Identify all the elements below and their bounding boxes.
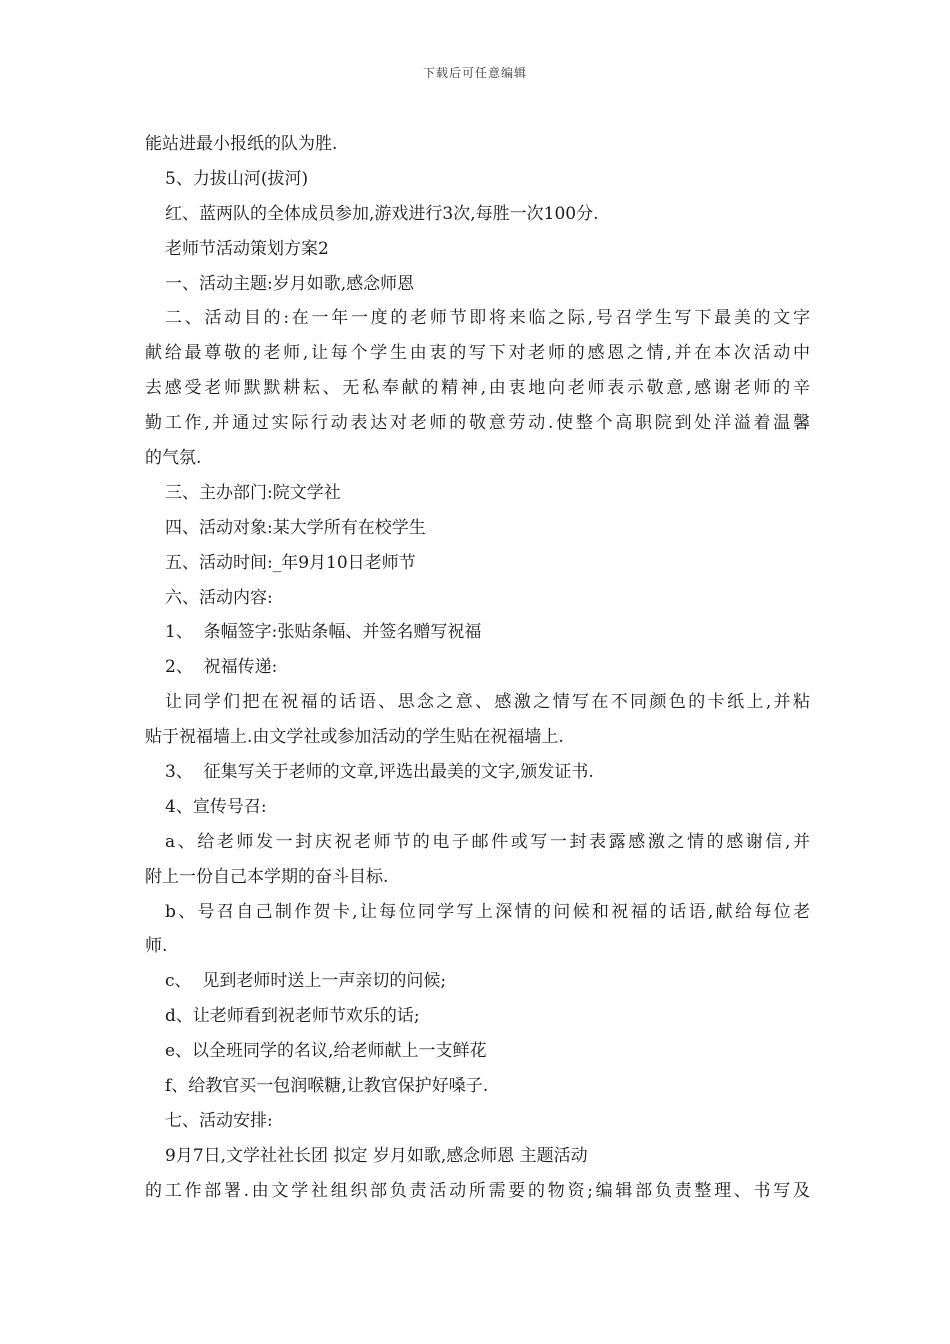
text-line: 能站进最小报纸的队为胜. xyxy=(145,134,338,154)
text-line: 去感受老师默默耕耘、无私奉献的精神,由衷地向老师表示敬意,感谢老师的辛 xyxy=(145,378,810,399)
text-line: 献给最尊敬的老师,让每个学生由衷的写下对老师的感恩之情,并在本次活动中 xyxy=(145,343,810,364)
text-line: 五、活动时间:_年9月10日老师节 xyxy=(165,552,416,573)
text-line: 让同学们把在祝福的话语、思念之意、感激之情写在不同颜色的卡纸上,并粘 xyxy=(165,692,810,713)
text-line: 2、 祝福传递: xyxy=(165,657,278,678)
text-line: e、以全班同学的名议,给老师献上一支鲜花 xyxy=(165,1041,487,1062)
text-line: 的气氛. xyxy=(145,448,202,469)
text-line: 1、 条幅签字:张贴条幅、并签名赠写祝福 xyxy=(165,622,482,643)
text-line: 师. xyxy=(145,936,168,957)
text-line: 3、 征集写关于老师的文章,评选出最美的文字,颁发证书. xyxy=(165,762,594,783)
page-header: 下载后可任意编辑 xyxy=(422,66,527,80)
text-line: 9月7日,文学社社长团 拟定 岁月如歌,感念师恩 主题活动 xyxy=(165,1145,588,1166)
text-line: 5、力拔山河(拔河) xyxy=(165,168,309,189)
text-line: b、号召自己制作贺卡,让每位同学写上深情的问候和祝福的话语,献给每位老 xyxy=(165,901,810,922)
text-line: 附上一份自己本学期的奋斗目标. xyxy=(145,866,389,887)
text-line: 四、活动对象:某大学所有在校学生 xyxy=(165,517,426,538)
text-line: 的工作部署.由文学社组织部负责活动所需要的物资;编辑部负责整理、书写及 xyxy=(145,1180,810,1201)
text-line: 七、活动安排: xyxy=(165,1110,273,1131)
text-line: a、给老师发一封庆祝老师节的电子邮件或写一封表露感激之情的感谢信,并 xyxy=(165,831,810,852)
text-line: 二、活动目的:在一年一度的老师节即将来临之际,号召学生写下最美的文字 xyxy=(165,308,810,329)
text-line: 勤工作,并通过实际行动表达对老师的敬意劳动.使整个高职院到处洋溢着温馨 xyxy=(145,413,810,434)
text-line: d、让老师看到祝老师节欢乐的话; xyxy=(165,1006,420,1027)
text-line: 老师节活动策划方案2 xyxy=(165,238,329,259)
text-line: 三、主办部门:院文学社 xyxy=(165,482,341,503)
text-line: c、 见到老师时送上一声亲切的问候; xyxy=(165,971,447,992)
text-line: 4、宣传号召: xyxy=(165,796,267,817)
text-line: 一、活动主题:岁月如歌,感念师恩 xyxy=(165,273,415,294)
document-body xyxy=(145,127,810,1209)
text-line: 红、蓝两队的全体成员参加,游戏进行3次,每胜一次100分. xyxy=(165,203,599,224)
text-line: f、给教官买一包润喉糖,让教官保护好嗓子. xyxy=(165,1076,489,1097)
text-line: 贴于祝福墙上.由文学社或参加活动的学生贴在祝福墙上. xyxy=(145,727,564,748)
text-line: 六、活动内容: xyxy=(165,587,273,608)
